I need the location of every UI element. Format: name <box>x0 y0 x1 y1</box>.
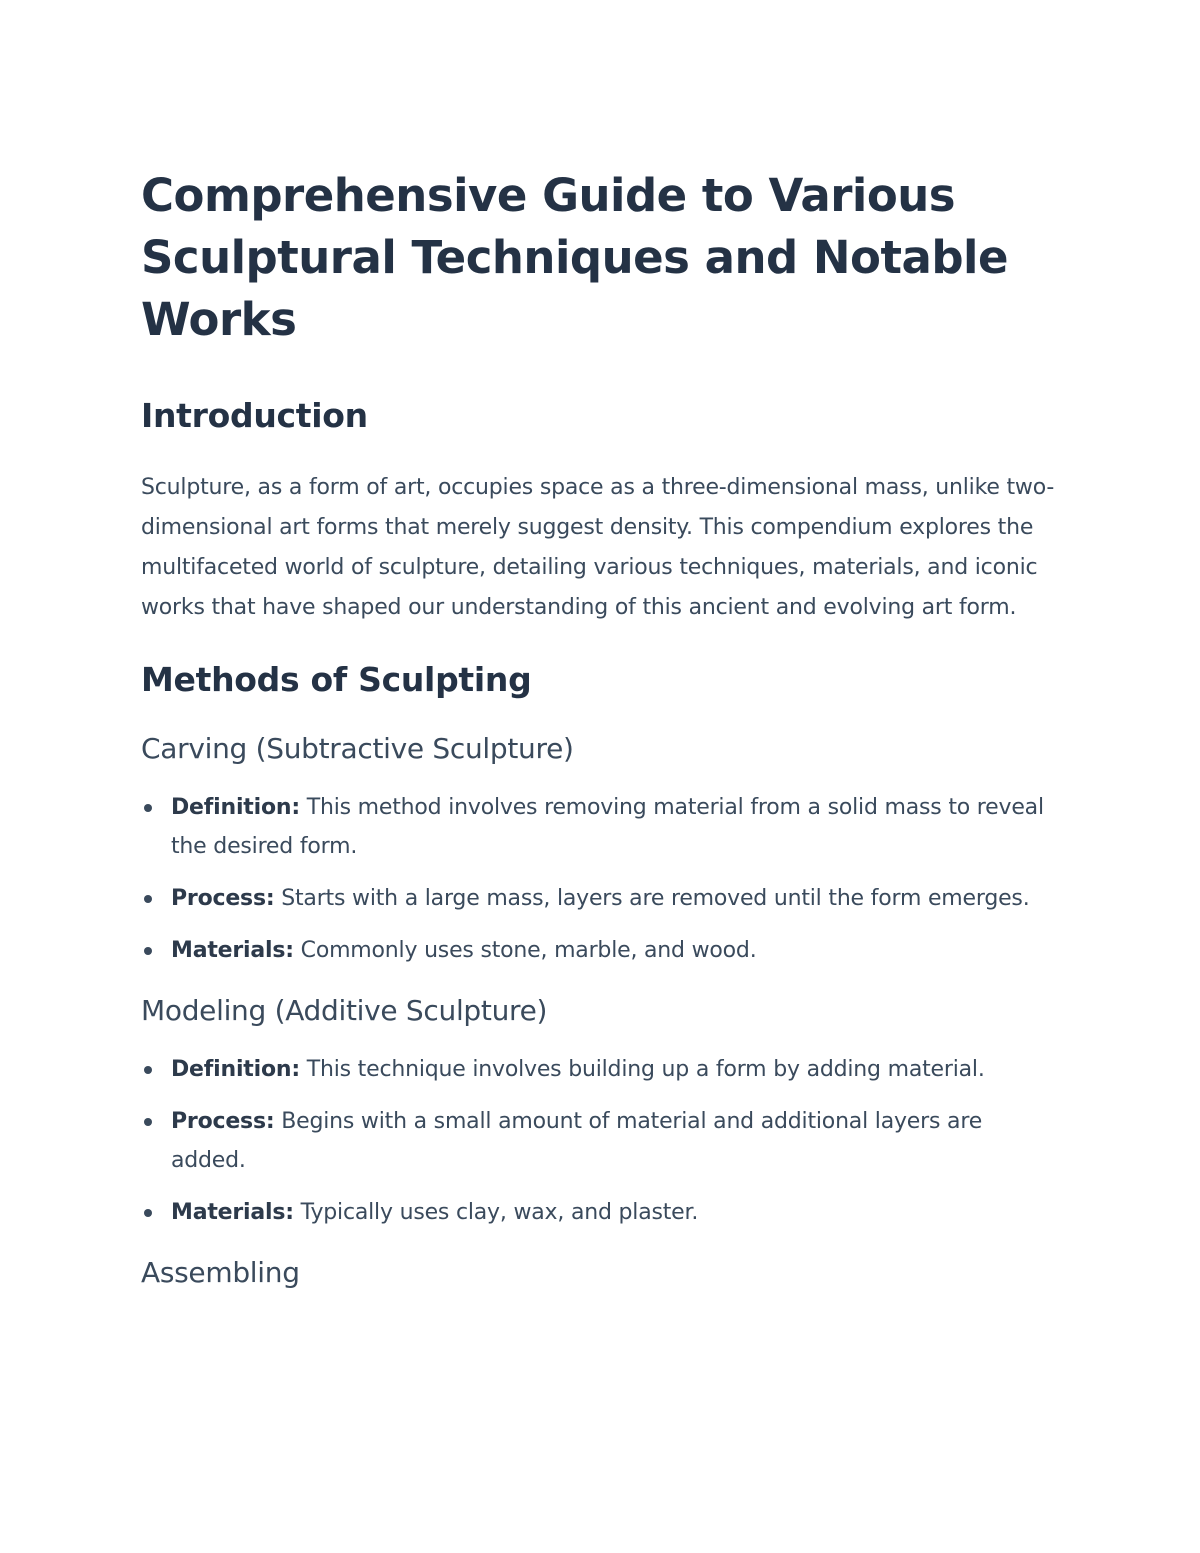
list-item-text: Begins with a small amount of material and additional layers are added. <box>171 1109 983 1173</box>
carving-heading: Carving (Subtractive Sculpture) <box>141 732 574 765</box>
document-title: Comprehensive Guide to Various Sculptural Techniques and Notable Works <box>141 169 1008 346</box>
introduction-heading: Introduction <box>141 396 368 435</box>
list-item-term: Definition: <box>171 795 300 820</box>
modeling-list <box>141 1050 1061 1232</box>
modeling-heading: Modeling (Additive Sculpture) <box>141 994 548 1027</box>
bullet-icon <box>144 1118 152 1126</box>
list-item <box>141 788 1061 866</box>
list-item-text: Typically uses clay, wax, and plaster. <box>293 1200 699 1225</box>
list-item <box>141 1193 1061 1232</box>
bullet-icon <box>144 947 152 955</box>
list-item-text: This technique involves building up a form by adding material. <box>299 1057 985 1082</box>
list-item <box>141 879 1061 918</box>
list-item-text: This method involves removing material from a solid mass to reveal the desired form. <box>171 795 1044 859</box>
list-item-text: Commonly uses stone, marble, and wood. <box>293 938 757 963</box>
bullet-icon <box>144 1209 152 1217</box>
list-item-term: Process: <box>171 1109 275 1134</box>
methods-heading: Methods of Sculpting <box>141 660 532 699</box>
list-item-term: Definition: <box>171 1057 300 1082</box>
list-item-term: Process: <box>171 886 275 911</box>
list-item <box>141 931 1061 970</box>
carving-list <box>141 788 1061 970</box>
introduction-paragraph: Sculpture, as a form of art, occupies space as a three-dimensional mass, unlike two-dimensional art forms that merely suggest density. This compendium explores the multifaceted world of sculpture, detailing various techniques, materials, and iconic works that have shaped our understanding of this ancient and evolving art form. <box>141 475 1055 620</box>
list-item-term: Materials: <box>171 1200 294 1225</box>
list-item <box>141 1050 1061 1089</box>
bullet-icon <box>144 804 152 812</box>
bullet-icon <box>144 1066 152 1074</box>
document-page <box>141 165 1061 1292</box>
bullet-icon <box>144 895 152 903</box>
list-item-text: Starts with a large mass, layers are removed until the form emerges. <box>274 886 1030 911</box>
list-item <box>141 1102 1061 1180</box>
assembling-heading: Assembling <box>141 1256 300 1289</box>
list-item-term: Materials: <box>171 938 294 963</box>
